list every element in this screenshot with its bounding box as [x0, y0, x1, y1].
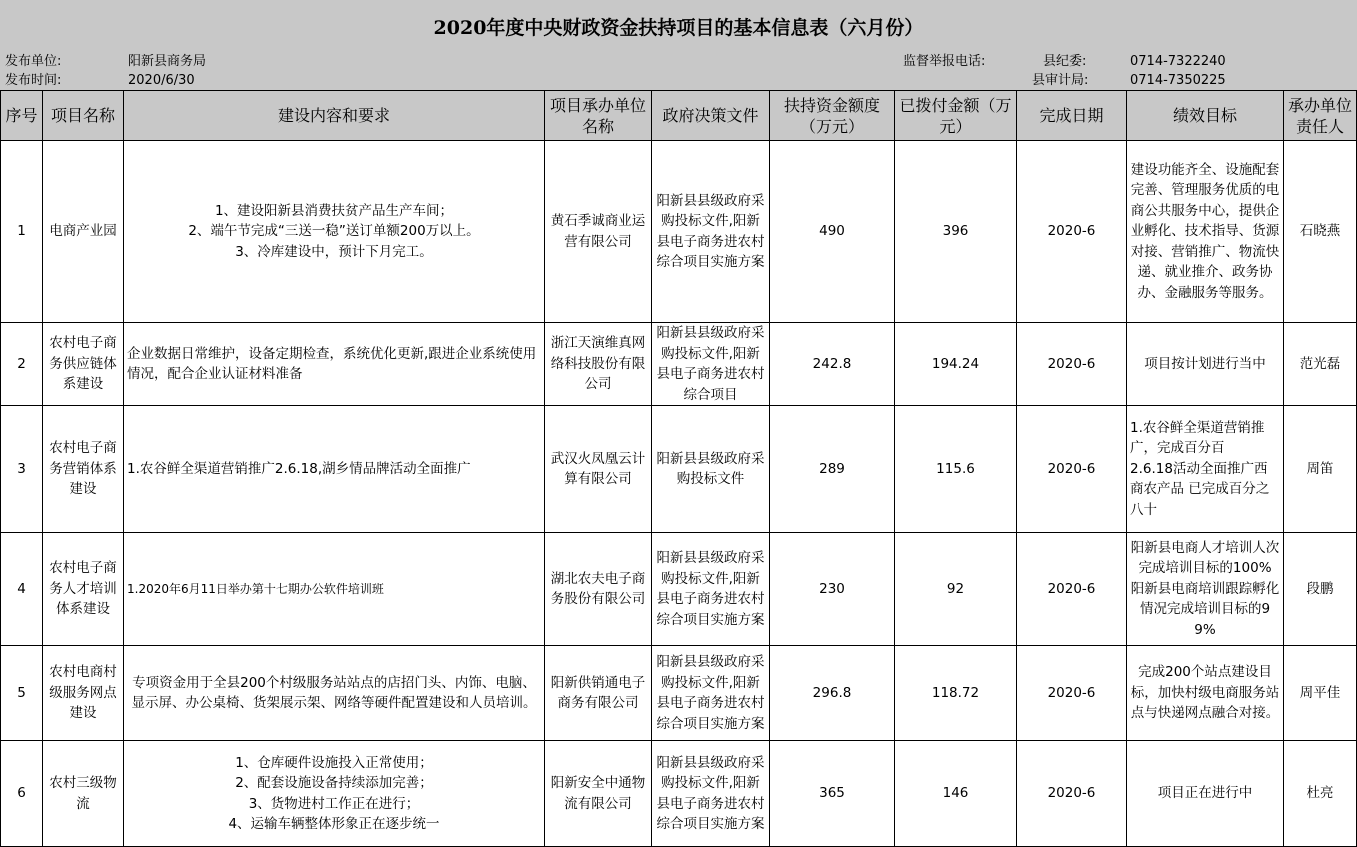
- table-row: [1, 323, 1357, 406]
- cell-content: 1、仓库硬件设施投入正常使用； 2、配套设施设备持续添加完善； 3、货物进村工作正在进行； 4、运输车辆整体形象正在逐步统一: [124, 741, 545, 847]
- cell-name: 农村电商村级服务网点建设: [43, 646, 124, 741]
- commission-phone: 0714-7322240: [1130, 54, 1226, 69]
- col-header: 完成日期: [1017, 91, 1127, 141]
- cell-content: 1、建设阳新县消费扶贫产品生产车间； 2、端午节完成“三送一稳”送订单额200万以上。 3、冷库建设中，预计下月完工。: [124, 141, 545, 323]
- commission-label: 县纪委:: [1043, 54, 1087, 69]
- time-label: 发布时间:: [5, 73, 62, 88]
- col-header: 扶持资金额度（万元）: [770, 91, 895, 141]
- cell-doc: 阳新县县级政府采购投标文件,阳新县电子商务进农村综合项目: [652, 323, 770, 406]
- cell-goal: 完成200个站点建设目标，加快村级电商服务站点与快递网点融合对接。: [1127, 646, 1284, 741]
- cell-paid: 146: [895, 741, 1017, 847]
- cell-fund: 230: [770, 533, 895, 646]
- cell-fund: 365: [770, 741, 895, 847]
- cell-goal: 1.农谷鲜全渠道营销推广，完成百分百 2.6.18活动全面推广西商农产品 已完成百分之八十: [1127, 406, 1284, 533]
- audit-phone: 0714-7350225: [1130, 73, 1226, 88]
- time-value: 2020/6/30: [128, 73, 195, 88]
- cell-goal: 项目正在进行中: [1127, 741, 1284, 847]
- col-header: 已拨付金额（万元）: [895, 91, 1017, 141]
- table-row: [1, 646, 1357, 741]
- cell-name: 电商产业园: [43, 141, 124, 323]
- col-header: 承办单位责任人: [1284, 91, 1357, 141]
- cell-date: 2020-6: [1017, 141, 1127, 323]
- cell-no: 5: [1, 646, 43, 741]
- cell-person: 杜亮: [1284, 741, 1357, 847]
- cell-goal: 项目按计划进行当中: [1127, 323, 1284, 406]
- cell-paid: 396: [895, 141, 1017, 323]
- publisher-value: 阳新县商务局: [128, 54, 207, 69]
- cell-doc: 阳新县县级政府采购投标文件,阳新县电子商务进农村综合项目实施方案: [652, 141, 770, 323]
- cell-paid: 92: [895, 533, 1017, 646]
- cell-unit: 武汉火凤凰云计算有限公司: [545, 406, 652, 533]
- col-header: 建设内容和要求: [124, 91, 545, 141]
- cell-fund: 490: [770, 141, 895, 323]
- cell-unit: 黄石季诚商业运营有限公司: [545, 141, 652, 323]
- table-row: [1, 406, 1357, 533]
- cell-doc: 阳新县县级政府采购投标文件,阳新县电子商务进农村综合项目实施方案: [652, 741, 770, 847]
- cell-doc: 阳新县县级政府采购投标文件,阳新县电子商务进农村综合项目实施方案: [652, 533, 770, 646]
- publisher-label: 发布单位:: [5, 54, 62, 69]
- cell-fund: 289: [770, 406, 895, 533]
- table-row: [1, 533, 1357, 646]
- cell-unit: 阳新安全中通物流有限公司: [545, 741, 652, 847]
- project-table: [0, 90, 1357, 847]
- audit-label: 县审计局:: [1032, 73, 1089, 88]
- cell-unit: 阳新供销通电子商务有限公司: [545, 646, 652, 741]
- cell-goal: 阳新县电商人才培训人次完成培训目标的100% 阳新县电商培训跟踪孵化情况完成培训目标的99%: [1127, 533, 1284, 646]
- cell-paid: 115.6: [895, 406, 1017, 533]
- cell-no: 4: [1, 533, 43, 646]
- cell-unit: 浙江天演维真网络科技股份有限公司: [545, 323, 652, 406]
- cell-person: 周笛: [1284, 406, 1357, 533]
- hotline-label: 监督举报电话:: [903, 54, 986, 69]
- cell-name: 农村电子商务营销体系建设: [43, 406, 124, 533]
- cell-date: 2020-6: [1017, 406, 1127, 533]
- cell-name: 农村三级物流: [43, 741, 124, 847]
- cell-content: 1.2020年6月11日举办第十七期办公软件培训班: [124, 533, 545, 646]
- cell-date: 2020-6: [1017, 323, 1127, 406]
- cell-paid: 194.24: [895, 323, 1017, 406]
- cell-goal: 建设功能齐全、设施配套完善、管理服务优质的电商公共服务中心，提供企业孵化、技术指导、货源对接、营销推广、物流快递、就业推介、政务协办、金融服务等服务。: [1127, 141, 1284, 323]
- col-header: 项目名称: [43, 91, 124, 141]
- cell-no: 2: [1, 323, 43, 406]
- cell-name: 农村电子商务供应链体系建设: [43, 323, 124, 406]
- col-header: 政府决策文件: [652, 91, 770, 141]
- header-row: [1, 91, 1357, 141]
- cell-content: 专项资金用于全县200个村级服务站站点的店招门头、内饰、电脑、显示屏、办公桌椅、货架展示架、网络等硬件配置建设和人员培训。: [124, 646, 545, 741]
- cell-no: 1: [1, 141, 43, 323]
- sheet-title: 2020年度中央财政资金扶持项目的基本信息表（六月份）: [0, 0, 1357, 53]
- cell-date: 2020-6: [1017, 741, 1127, 847]
- cell-content: 1.农谷鲜全渠道营销推广2.6.18,湖乡情品牌活动全面推广: [124, 406, 545, 533]
- cell-person: 周平佳: [1284, 646, 1357, 741]
- cell-name: 农村电子商务人才培训体系建设: [43, 533, 124, 646]
- cell-content: 企业数据日常维护，设备定期检查，系统优化更新,跟进企业系统使用情况，配合企业认证材料准备: [124, 323, 545, 406]
- cell-doc: 阳新县县级政府采购投标文件: [652, 406, 770, 533]
- cell-doc: 阳新县县级政府采购投标文件,阳新县电子商务进农村综合项目实施方案: [652, 646, 770, 741]
- cell-no: 6: [1, 741, 43, 847]
- cell-person: 石晓燕: [1284, 141, 1357, 323]
- cell-unit: 湖北农夫电子商务股份有限公司: [545, 533, 652, 646]
- meta-area: [0, 52, 1357, 90]
- cell-date: 2020-6: [1017, 646, 1127, 741]
- cell-no: 3: [1, 406, 43, 533]
- cell-paid: 118.72: [895, 646, 1017, 741]
- table-row: [1, 141, 1357, 323]
- col-header: 项目承办单位名称: [545, 91, 652, 141]
- table-row: [1, 741, 1357, 847]
- col-header: 序号: [1, 91, 43, 141]
- cell-date: 2020-6: [1017, 533, 1127, 646]
- cell-person: 范光磊: [1284, 323, 1357, 406]
- cell-person: 段鹏: [1284, 533, 1357, 646]
- col-header: 绩效目标: [1127, 91, 1284, 141]
- cell-fund: 242.8: [770, 323, 895, 406]
- cell-fund: 296.8: [770, 646, 895, 741]
